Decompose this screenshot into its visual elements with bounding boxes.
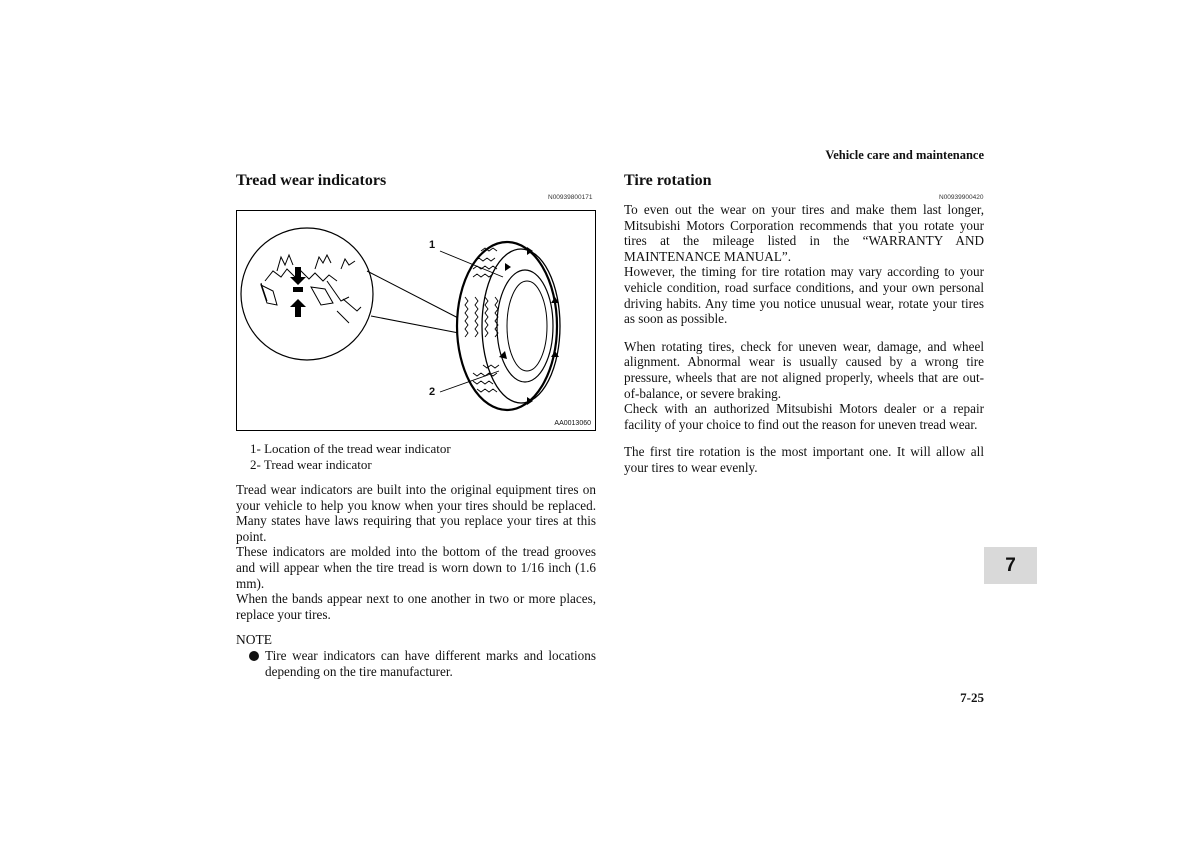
tread-wear-paragraph-2: These indicators are molded into the bottom of the tread grooves and will appear when the tire tread is worn down to 1/16 inch (1.6 mm). [236,544,596,591]
rotation-paragraph-1: To even out the wear on your tires and make them last longer, Mitsubishi Motors Corporation recommends that you rotate your tires at the mileage listed in the “WARRANTY AND MAINTENANCE MANUAL”. [624,202,984,264]
tire-rotation-body [624,202,984,476]
callout-1-label: 1 [429,239,436,251]
bullet-icon [249,651,259,661]
figure-code: AA0013060 [554,420,591,427]
tire-drawing [237,211,595,430]
tire-illustration [236,210,596,431]
callout-line-bottom [371,316,464,334]
rotation-paragraph-3: When rotating tires, check for uneven wear, damage, and wheel alignment. Abnormal wear is usually caused by a wrong tire pressure, wheels that are not aligned properly, wheels that are out-of-balance, or severe braking. [624,338,984,401]
legend-item-2: 2- Tread wear indicator [250,457,372,472]
chapter-tab: 7 [984,547,1037,584]
note-label: NOTE [236,632,272,647]
callout-line-top [367,271,464,321]
magnifier-circle [241,228,373,360]
tread-wear-paragraph-1: Tread wear indicators are built into the original equipment tires on your vehicle to help you know when your tires should be replaced. Many states have laws requiring that you replace your tires at this point. [236,482,596,544]
page-number: 7-25 [960,690,984,705]
tread-wear-body [236,482,596,622]
running-header: Vehicle care and maintenance [825,148,984,162]
figure-legend [236,441,610,473]
note-text: Tire wear indicators can have different marks and locations depending on the tire manufacturer. [265,648,596,679]
rotation-paragraph-5: The first tire rotation is the most important one. It will allow all your tires to wear evenly. [624,444,984,475]
tread-wear-code: N00939800171 [548,194,593,201]
rotation-paragraph-4: Check with an authorized Mitsubishi Motors dealer or a repair facility of your choice to find out the reason for uneven tread wear. [624,401,984,432]
tread-wear-title: Tread wear indicators [236,172,387,189]
tire-rotation-title: Tire rotation [624,172,712,189]
rotation-paragraph-2: However, the timing for tire rotation may vary according to your vehicle condition, road surface conditions, and your own personal driving habits. Any time you notice unusual wear, rotate your tires as soon as possible. [624,264,984,327]
tread-wear-paragraph-3: When the bands appear next to one another in two or more places, replace your tires. [236,591,596,622]
tire-rotation-code: N00939900420 [939,194,984,201]
legend-item-1: 1- Location of the tread wear indicator [250,441,451,456]
callout-2-label: 2 [429,386,436,398]
note-item [236,648,596,679]
